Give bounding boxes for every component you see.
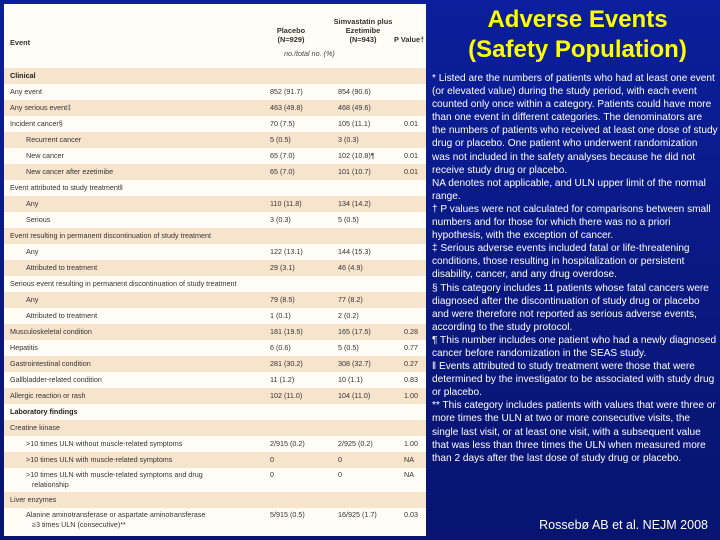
cell-placebo: 3 (0.3) bbox=[270, 215, 291, 224]
table-row bbox=[4, 68, 426, 84]
footnote: ‖ Events attributed to study treatment were those that were determined by the investigator to be associated with study drug or placebo. bbox=[432, 361, 715, 399]
cell-simvastatin: 105 (11.1) bbox=[338, 119, 371, 128]
cell-event: Laboratory findings bbox=[10, 407, 78, 416]
footnote: † P values were not calculated for comparisons between small numbers and for those for which there was no a priori hypothesis, with the exception of cancer. bbox=[432, 203, 711, 242]
header-units: no./total no. (%) bbox=[284, 49, 335, 58]
table-row bbox=[4, 324, 426, 340]
footnote: § This category includes 11 patients whose fatal cancers were diagnosed after the discontinuation of study drug or placebo and were therefore not reported as serious adverse events, according to the study protocol. bbox=[432, 282, 709, 333]
table-row bbox=[4, 468, 426, 492]
cell-event-continued: ≥3 times ULN (consecutive)** bbox=[32, 520, 126, 529]
cell-simvastatin: 2/925 (0.2) bbox=[338, 439, 373, 448]
cell-placebo: 181 (19.5) bbox=[270, 327, 303, 336]
cell-pvalue: 0.01 bbox=[404, 167, 418, 176]
cell-event: Hepatitis bbox=[10, 343, 38, 352]
cell-event: Creatine kinase bbox=[10, 423, 60, 432]
cell-pvalue: 0.01 bbox=[404, 119, 418, 128]
cell-simvastatin: 144 (15.3) bbox=[338, 247, 371, 256]
cell-pvalue: 1.00 bbox=[404, 391, 418, 400]
table-row bbox=[4, 84, 426, 100]
cell-simvastatin: 102 (10.8)¶ bbox=[338, 151, 375, 160]
cell-placebo: 6 (0.6) bbox=[270, 343, 291, 352]
cell-event: New cancer after ezetimibe bbox=[26, 167, 114, 176]
cell-event: Serious bbox=[26, 215, 51, 224]
cell-event: >10 times ULN without muscle-related symptoms bbox=[26, 439, 183, 448]
cell-simvastatin: 854 (90.6) bbox=[338, 87, 371, 96]
table-row bbox=[4, 404, 426, 420]
cell-event: Clinical bbox=[10, 71, 36, 80]
cell-simvastatin: 16/925 (1.7) bbox=[338, 510, 377, 519]
table-row bbox=[4, 372, 426, 388]
table-row bbox=[4, 228, 426, 244]
table-row bbox=[4, 116, 426, 132]
table-row bbox=[4, 196, 426, 212]
cell-simvastatin: 165 (17.5) bbox=[338, 327, 371, 336]
cell-placebo: 0 bbox=[270, 455, 274, 464]
table-row bbox=[4, 148, 426, 164]
slide-title-line1: Adverse Events bbox=[487, 6, 668, 33]
footnote: ** This category includes patients with values that were three or more times the ULN at two or more consecutive visits, the single last visit, or at least one visit, with a subsequent value that was less than three times the ULN when measured more than 2 days after the last dose of study drug or placebo. bbox=[432, 400, 716, 464]
cell-event: Any serious event‡ bbox=[10, 103, 72, 112]
cell-event: Recurrent cancer bbox=[26, 135, 82, 144]
header-simvastatin bbox=[326, 17, 400, 44]
table-row bbox=[4, 436, 426, 452]
cell-simvastatin: 3 (0.3) bbox=[338, 135, 359, 144]
cell-pvalue: 0.77 bbox=[404, 343, 418, 352]
table-row bbox=[4, 212, 426, 228]
cell-event: Allergic reaction or rash bbox=[10, 391, 86, 400]
cell-placebo: 0 bbox=[270, 470, 274, 479]
header-simva-line1: Simvastatin plus bbox=[333, 17, 393, 26]
cell-simvastatin: 46 (4.9) bbox=[338, 263, 363, 272]
cell-event: Musculoskeletal condition bbox=[10, 327, 92, 336]
cell-pvalue: 0.27 bbox=[404, 359, 418, 368]
table-row bbox=[4, 308, 426, 324]
cell-simvastatin: 0 bbox=[338, 470, 342, 479]
cell-event: Attributed to treatment bbox=[26, 263, 98, 272]
cell-event: Gastrointestinal condition bbox=[10, 359, 91, 368]
cell-event: Gallbladder-related condition bbox=[10, 375, 102, 384]
footnote: * Listed are the numbers of patients who had at least one event (or elevated value) during the study period, with each event counted only once within a category. Patients could have more than one event in different categories. The denominators are the numbers of patients who received at least one dose of study drug or placebo. One patient who underwent randomization was not included in the safety analyses because he did not receive study drug or placebo. bbox=[432, 73, 718, 176]
table-row bbox=[4, 180, 426, 196]
cell-placebo: 463 (49.8) bbox=[270, 103, 303, 112]
table-row bbox=[4, 100, 426, 116]
cell-pvalue: NA bbox=[404, 470, 414, 479]
slide-title-line2: (Safety Population) bbox=[468, 36, 687, 63]
footnote: ‡ Serious adverse events included fatal or life-threatening conditions, those resulting in hospitalization or persistent disability, cancer, and any drug overdose. bbox=[432, 243, 690, 281]
cell-event: New cancer bbox=[26, 151, 64, 160]
cell-simvastatin: 0 bbox=[338, 455, 342, 464]
cell-simvastatin: 5 (0.5) bbox=[338, 215, 359, 224]
cell-pvalue: 0.03 bbox=[404, 510, 418, 519]
header-simva-line3: (N=943) bbox=[349, 35, 377, 44]
table-row bbox=[4, 276, 426, 292]
cell-event-continued: relationship bbox=[32, 480, 69, 489]
cell-placebo: 65 (7.0) bbox=[270, 167, 295, 176]
cell-simvastatin: 2 (0.2) bbox=[338, 311, 359, 320]
footnotes bbox=[432, 72, 718, 465]
adverse-events-table bbox=[4, 4, 426, 536]
slide-title bbox=[440, 5, 715, 65]
cell-event: Attributed to treatment bbox=[26, 311, 98, 320]
cell-event: Event resulting in permanent discontinuation of study treatment bbox=[10, 231, 211, 240]
table-row bbox=[4, 244, 426, 260]
cell-placebo: 29 (3.1) bbox=[270, 263, 295, 272]
table-row bbox=[4, 340, 426, 356]
cell-placebo: 110 (11.8) bbox=[270, 199, 302, 208]
cell-placebo: 1 (0.1) bbox=[270, 311, 291, 320]
cell-event: Any bbox=[26, 199, 39, 208]
cell-simvastatin: 134 (14.2) bbox=[338, 199, 371, 208]
cell-placebo: 281 (30.2) bbox=[270, 359, 303, 368]
cell-placebo: 79 (8.5) bbox=[270, 295, 295, 304]
table-row bbox=[4, 356, 426, 372]
table-header bbox=[4, 4, 426, 69]
table-row bbox=[4, 292, 426, 308]
cell-simvastatin: 77 (8.2) bbox=[338, 295, 363, 304]
citation: Rossebø AB et al. NEJM 2008 bbox=[539, 518, 708, 532]
table-row bbox=[4, 492, 426, 508]
footnote: NA denotes not applicable, and ULN upper limit of the normal range. bbox=[432, 177, 706, 202]
cell-event: >10 times ULN with muscle-related symptoms and drug bbox=[26, 470, 203, 479]
cell-pvalue: 1.00 bbox=[404, 439, 418, 448]
cell-simvastatin: 5 (0.5) bbox=[338, 343, 359, 352]
cell-simvastatin: 104 (11.0) bbox=[338, 391, 371, 400]
table-row bbox=[4, 164, 426, 180]
table-row bbox=[4, 452, 426, 468]
cell-event: Any event bbox=[10, 87, 42, 96]
cell-event: >10 times ULN with muscle-related symptoms bbox=[26, 455, 173, 464]
cell-placebo: 102 (11.0) bbox=[270, 391, 303, 400]
header-placebo-line2: (N=929) bbox=[277, 35, 305, 44]
cell-event: Any bbox=[26, 295, 39, 304]
header-event: Event bbox=[10, 38, 31, 47]
cell-placebo: 65 (7.0) bbox=[270, 151, 295, 160]
cell-simvastatin: 308 (32.7) bbox=[338, 359, 371, 368]
table-row bbox=[4, 132, 426, 148]
cell-placebo: 5/915 (0.5) bbox=[270, 510, 305, 519]
cell-simvastatin: 101 (10.7) bbox=[338, 167, 371, 176]
cell-pvalue: NA bbox=[404, 455, 414, 464]
cell-placebo: 852 (91.7) bbox=[270, 87, 303, 96]
cell-event: Serious event resulting in permanent discontinuation of study treatment bbox=[10, 279, 237, 288]
cell-pvalue: 0.83 bbox=[404, 375, 418, 384]
header-pvalue: P Value† bbox=[394, 35, 425, 44]
cell-simvastatin: 10 (1.1) bbox=[338, 375, 363, 384]
table-row bbox=[4, 260, 426, 276]
cell-placebo: 70 (7.5) bbox=[270, 119, 295, 128]
cell-event: Alanine aminotransferase or aspartate aminotransferase bbox=[26, 510, 206, 519]
footnote: ¶ This number includes one patient who had a newly diagnosed cancer before randomization in the SEAS study. bbox=[432, 334, 717, 359]
cell-placebo: 11 (1.2) bbox=[270, 375, 295, 384]
cell-pvalue: 0.28 bbox=[404, 327, 418, 336]
table-row bbox=[4, 388, 426, 404]
cell-placebo: 2/915 (0.2) bbox=[270, 439, 305, 448]
table-row bbox=[4, 508, 426, 532]
cell-placebo: 122 (13.1) bbox=[270, 247, 303, 256]
cell-simvastatin: 468 (49.6) bbox=[338, 103, 371, 112]
cell-placebo: 5 (0.5) bbox=[270, 135, 291, 144]
cell-pvalue: 0.01 bbox=[404, 151, 418, 160]
cell-event: Incident cancer§ bbox=[10, 119, 63, 128]
table-row bbox=[4, 420, 426, 436]
header-simva-line2: Ezetimibe bbox=[345, 26, 381, 35]
header-placebo-line1: Placebo bbox=[276, 26, 306, 35]
header-placebo bbox=[262, 26, 320, 44]
cell-event: Event attributed to study treatment‖ bbox=[10, 183, 123, 192]
cell-event: Any bbox=[26, 247, 39, 256]
cell-event: Liver enzymes bbox=[10, 495, 57, 504]
